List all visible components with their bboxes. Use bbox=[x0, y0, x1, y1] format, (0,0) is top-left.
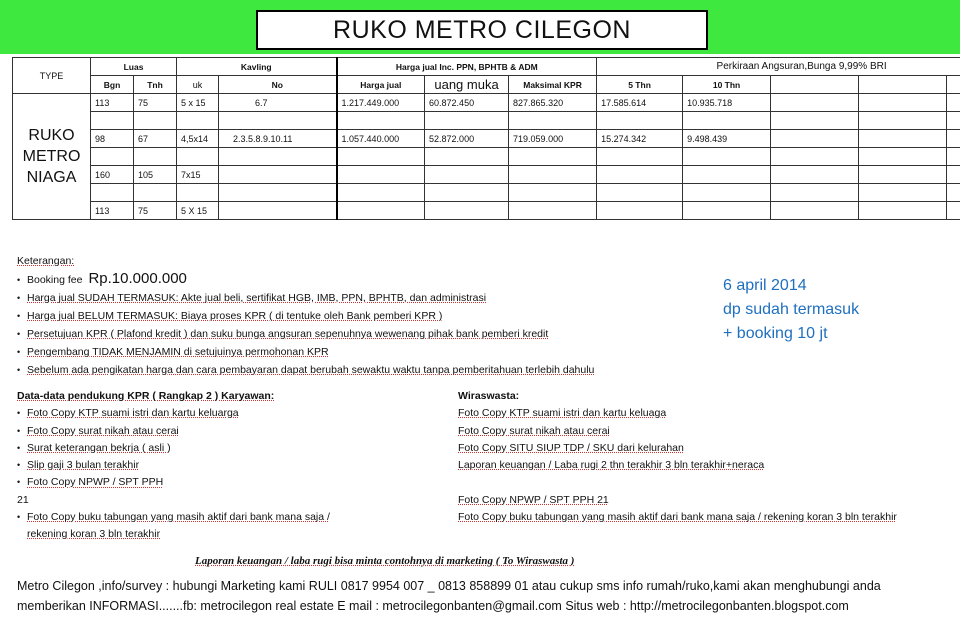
cell-harga: 1.057.440.000 bbox=[337, 130, 425, 148]
note-line: + booking 10 jt bbox=[723, 325, 828, 342]
bullet-icon: • bbox=[17, 347, 21, 357]
col-kavling: Kavling bbox=[177, 58, 337, 76]
cell-5thn: 15.274.342 bbox=[597, 130, 683, 148]
cell-bgn: 160 bbox=[91, 166, 134, 184]
col-uang-muka: uang muka bbox=[425, 76, 509, 94]
col-empty-3 bbox=[947, 76, 960, 94]
cell-tnh: 105 bbox=[134, 166, 177, 184]
note-line: 6 april 2014 bbox=[723, 277, 807, 294]
cell-no: 6.7 bbox=[219, 94, 337, 112]
cell-tnh: 75 bbox=[134, 94, 177, 112]
table-subheader-row bbox=[13, 76, 960, 94]
cell-uk: 7x15 bbox=[177, 166, 219, 184]
bullet-icon: • bbox=[17, 460, 21, 471]
booking-fee-label: Booking fee bbox=[27, 274, 83, 286]
contact-info bbox=[17, 576, 947, 616]
list-item: • Persetujuan KPR ( Plafond kredit ) dan suku bunga angsuran sepenuhnya wewenang pihak bank pemberi kredit bbox=[17, 325, 594, 343]
list-item bbox=[17, 270, 594, 289]
type-label-line: METRO bbox=[22, 148, 81, 165]
cell-tnh: 67 bbox=[134, 130, 177, 148]
cell-no: 2.3.5.8.9.10.11 bbox=[219, 130, 337, 148]
table-row bbox=[13, 166, 960, 184]
col-10thn: 10 Thn bbox=[683, 76, 771, 94]
karyawan-heading: Data-data pendukung KPR ( Rangkap 2 ) Karyawan: bbox=[17, 390, 275, 402]
bullet-icon: • bbox=[17, 408, 21, 419]
table-row bbox=[13, 184, 960, 202]
list-item: Foto Copy KTP suami istri dan kartu keluaga bbox=[458, 407, 667, 420]
list-item: • Slip gaji 3 bulan terakhir bbox=[17, 457, 417, 474]
cell-10thn: 10.935.718 bbox=[683, 94, 771, 112]
list-item-continuation: rekening koran 3 bln terakhir bbox=[27, 528, 161, 541]
list-item: • Harga jual BELUM TERMASUK: Biaya proses KPR ( di tentuke oleh Bank pemberi KPR ) bbox=[17, 307, 594, 325]
cell-bgn: 113 bbox=[91, 202, 134, 220]
col-empty-1 bbox=[771, 76, 859, 94]
wiraswasta-heading: Wiraswasta: bbox=[458, 390, 520, 402]
list-item: Foto Copy surat nikah atau cerai bbox=[458, 424, 610, 437]
list-item-continuation: 21 bbox=[17, 493, 29, 506]
type-label-cell bbox=[13, 94, 91, 220]
list-item: Foto Copy buku tabungan yang masih aktif dari bank mana saja / rekening koran 3 bln terakhir bbox=[458, 511, 897, 524]
list-item: • Surat keterangan bekrja ( asli ) bbox=[17, 440, 417, 457]
cell-dp: 52.872.000 bbox=[425, 130, 509, 148]
contact-line: Metro Cilegon ,info/survey : hubungi Marketing kami RULI 0817 9954 007 _ 0813 858899 01 atau cukup sms info rumah/ruko,kami akan menghubungi anda bbox=[17, 579, 881, 593]
bullet-icon: • bbox=[17, 425, 21, 436]
contact-line: memberikan INFORMASI.......fb: metrocilegon real estate E mail : metrocilegonbanten@gmail.com Situs web : http://metrocilegonbanten.blogspot.com bbox=[17, 599, 849, 613]
col-bgn: Bgn bbox=[91, 76, 134, 94]
bullet-icon: • bbox=[17, 512, 21, 523]
list-item: • Harga jual SUDAH TERMASUK: Akte jual beli, sertifikat HGB, IMB, PPN, BPHTB, dan administrasi bbox=[17, 289, 594, 307]
cell-10thn: 9.498.439 bbox=[683, 130, 771, 148]
col-harga-group: Harga jual Inc. PPN, BPHTB & ADM bbox=[337, 58, 597, 76]
cell-kpr: 827.865.320 bbox=[509, 94, 597, 112]
list-item: Foto Copy NPWP / SPT PPH 21 bbox=[458, 493, 609, 506]
page-title: RUKO METRO CILEGON bbox=[256, 10, 708, 50]
table-row bbox=[13, 202, 960, 220]
bullet-icon: • bbox=[17, 293, 21, 303]
col-empty-2 bbox=[859, 76, 947, 94]
col-no: No bbox=[219, 76, 337, 94]
cell-tnh: 75 bbox=[134, 202, 177, 220]
bullet-icon: • bbox=[17, 442, 21, 453]
col-uk: uk bbox=[177, 76, 219, 94]
list-item: • Foto Copy buku tabungan yang masih aktif dari bank mana saja / bbox=[17, 509, 417, 526]
col-type: TYPE bbox=[13, 58, 91, 94]
list-item: Laporan keuangan / Laba rugi 2 thn terakhir 3 bln terakhir+neraca bbox=[458, 459, 765, 472]
price-table bbox=[12, 57, 960, 220]
bullet-icon: • bbox=[17, 365, 21, 375]
bullet-icon: • bbox=[17, 477, 21, 488]
note-line: dp sudah termasuk bbox=[723, 301, 860, 318]
keterangan-section bbox=[17, 252, 594, 379]
col-5thn: 5 Thn bbox=[597, 76, 683, 94]
bullet-icon: • bbox=[17, 275, 21, 285]
cell-uk: 5 x 15 bbox=[177, 94, 219, 112]
list-item: • Pengembang TIDAK MENJAMIN di setujuinya permohonan KPR bbox=[17, 343, 594, 361]
table-row bbox=[13, 148, 960, 166]
list-item: Foto Copy SITU SIUP TDP / SKU dari kelurahan bbox=[458, 441, 684, 454]
booking-fee-amount: Rp.10.000.000 bbox=[88, 270, 187, 287]
col-angsuran-group: Perkiraan Angsuran,Bunga 9,99% BRI bbox=[597, 58, 960, 76]
cell-uk: 4,5x14 bbox=[177, 130, 219, 148]
cell-bgn: 98 bbox=[91, 130, 134, 148]
list-item: • Foto Copy KTP suami istri dan kartu keluarga bbox=[17, 405, 417, 422]
cell-kpr: 719.059.000 bbox=[509, 130, 597, 148]
table-row bbox=[13, 112, 960, 130]
handwritten-note bbox=[723, 274, 859, 346]
bullet-icon: • bbox=[17, 329, 21, 339]
footer-note: Laporan keuangan / laba rugi bisa minta contohnya di marketing ( To Wiraswasta ) bbox=[195, 555, 575, 567]
list-item: • Foto Copy surat nikah atau cerai bbox=[17, 423, 417, 440]
cell-5thn: 17.585.614 bbox=[597, 94, 683, 112]
table-row bbox=[13, 94, 960, 112]
col-tnh: Tnh bbox=[134, 76, 177, 94]
karyawan-section bbox=[17, 388, 417, 544]
wiraswasta-section bbox=[458, 388, 953, 526]
col-luas: Luas bbox=[91, 58, 177, 76]
cell-uk: 5 X 15 bbox=[177, 202, 219, 220]
cell-bgn: 113 bbox=[91, 94, 134, 112]
cell-dp: 60.872.450 bbox=[425, 94, 509, 112]
keterangan-heading: Keterangan: bbox=[17, 255, 75, 267]
bullet-icon: • bbox=[17, 311, 21, 321]
list-item: • Sebelum ada pengikatan harga dan cara pembayaran dapat berubah sewaktu waktu tanpa pemberitahuan terlebih dahulu bbox=[17, 361, 594, 379]
cell-harga: 1.217.449.000 bbox=[337, 94, 425, 112]
table-row bbox=[13, 130, 960, 148]
col-harga-jual: Harga jual bbox=[337, 76, 425, 94]
col-maks-kpr: Maksimal KPR bbox=[509, 76, 597, 94]
table-header-row bbox=[13, 58, 960, 76]
type-label-line: RUKO bbox=[28, 127, 75, 144]
list-item: • Foto Copy NPWP / SPT PPH bbox=[17, 474, 417, 491]
type-label-line: NIAGA bbox=[26, 169, 77, 186]
spacer bbox=[458, 474, 953, 491]
